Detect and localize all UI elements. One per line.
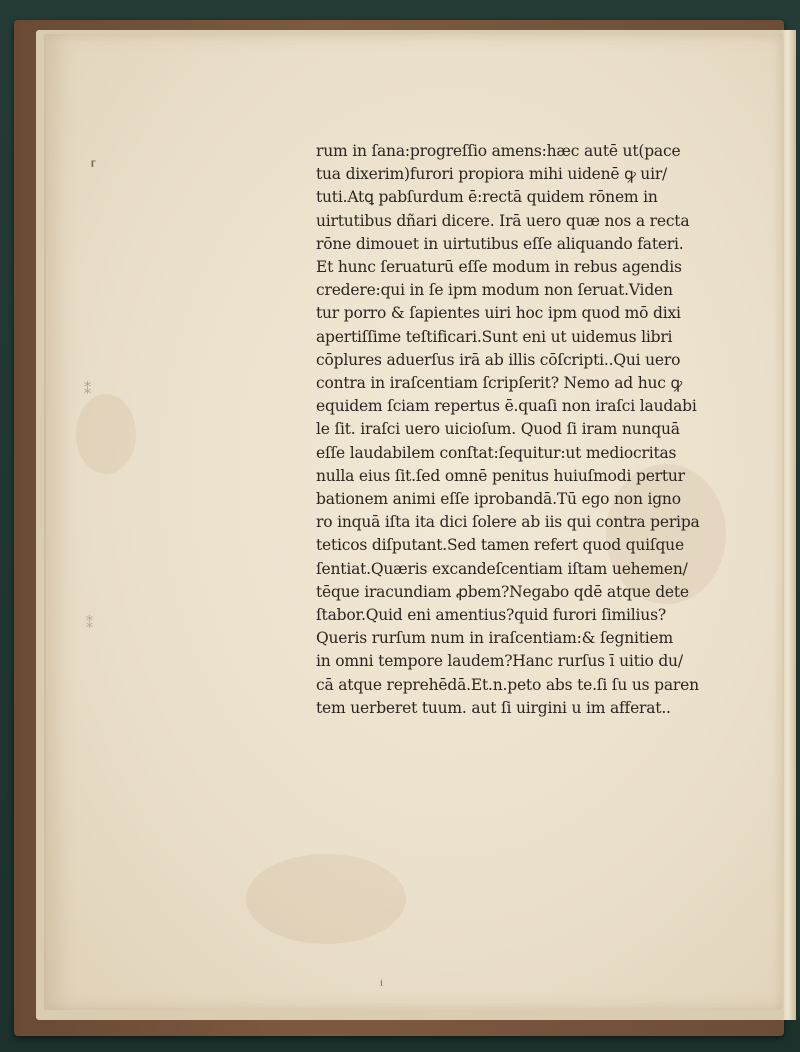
text-line: tem uerberet tuum. aut ſi uirgini u im afferat.. <box>316 698 671 717</box>
text-line: tēque iracundiam ꝓbem?Negabo qdē atque dete <box>316 582 689 601</box>
text-line: in omni tempore laudem?Hanc rurſus ī uitio du/ <box>316 652 683 671</box>
text-line: rum in ſana:progreſſio amens:hæc autē ut(pace <box>316 142 681 160</box>
book-page <box>44 34 782 1010</box>
text-line: tur porro & ſapientes uiri hoc ipm quod mō dixi <box>316 304 681 323</box>
margin-faint-mark: ⁑ <box>84 382 91 398</box>
text-line: ſtabor.Quid eni amentius?quid furori ſimilius? <box>316 606 666 625</box>
text-line: Et hunc ſeruaturū eſſe modum in rebus agendis <box>316 258 682 277</box>
text-line: le ſit. iraſci uero uicioſum. Quod ſi iram nunquā <box>316 420 680 439</box>
text-line: tuti.Atꝗ pabſurdum ē:rectā quidem rōnem in <box>316 188 658 207</box>
margin-faint-mark: ⁑ <box>86 616 93 632</box>
text-line: contra in iraſcentiam ſcripſerit? Nemo ad huc ꝙ <box>316 374 682 393</box>
text-line: Queris rurſum num in iraſcentiam:& ſegnitiem <box>316 629 673 648</box>
text-line: eſſe laudabilem conſtat:ſequitur:ut mediocritas <box>316 443 677 462</box>
text-line: uirtutibus dñari dicere. Irā uero quæ nos a recta <box>316 211 690 230</box>
page-stain <box>246 854 406 944</box>
text-line: ſentiat.Quæris excandeſcentiam iſtam uehemen/ <box>316 559 688 578</box>
text-line: nulla eius ſit.ſed omnē penitus huiuſmodi pertur <box>316 466 685 485</box>
text-line: apertiſſime teſtificari.Sunt eni ut uidemus libri <box>316 327 673 346</box>
text-block <box>316 140 766 720</box>
text-line: cā atque reprehēdā.Et.n.peto abs te.ſi ſu us paren <box>316 675 699 694</box>
text-line: teticos diſputant.Sed tamen refert quod quiſque <box>316 536 684 555</box>
text-line: bationem animi eſſe iprobandā.Tū ego non igno <box>316 490 681 509</box>
page-stain <box>76 394 136 474</box>
margin-bracket-mark: ⸢ <box>90 158 98 179</box>
text-line: ro inquā iſta ita dici ſolere ab iis qui contra peripa <box>316 513 700 532</box>
text-line: rōne dimouet in uirtutibus eſſe aliquando fateri. <box>316 234 684 253</box>
text-line: credere:qui in ſe ipm modum non ſeruat.Viden <box>316 281 673 300</box>
text-line: equidem ſciam repertus ē.quaſi non iraſci laudabi <box>316 397 697 416</box>
bottom-page-mark: ⁱ <box>380 978 383 994</box>
text-line: cōplures aduerſus irā ab illis cōſcripti..Qui uero <box>316 350 681 369</box>
text-line: tua dixerim)furori propiora mihi uidenē ꝙ uir/ <box>316 165 668 184</box>
